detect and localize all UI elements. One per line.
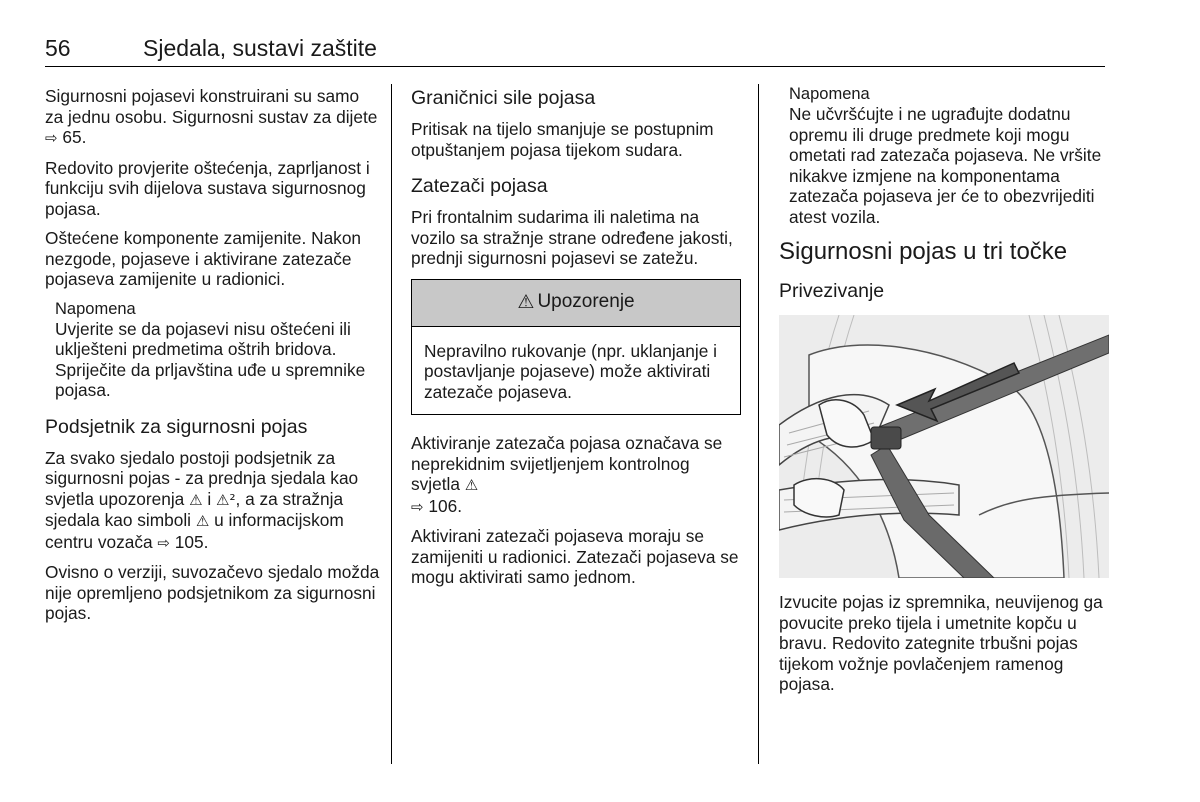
page-reference-icon: ⇨: [157, 533, 170, 552]
paragraph: Izvucite pojas iz spremnika, neuvijenog ga povucite preko tijela i umetnite kopču u bravu. Redovito zategnite trbušni pojas tijekom vožnje povlačenjem ramenog pojasa.: [779, 592, 1103, 694]
heading-belt-reminder: Podsjetnik za sigurnosni pojas: [45, 415, 308, 438]
heading-pretensioners: Zatezači pojasa: [411, 175, 548, 197]
airbag-indicator-icon: ⚠: [464, 476, 479, 494]
warning-box: [411, 279, 741, 416]
paragraph: Oštećene komponente zamijenite. Nakon nezgode, pojaseve i aktivirane zatezače pojaseva zamijenite u radionici.: [45, 228, 362, 289]
note-title: Napomena: [789, 85, 870, 103]
heading-three-point-belt: Sigurnosni pojas u tri točke: [779, 238, 1068, 265]
paragraph: Aktiviranje zatezača pojasa označava se neprekidnim svijetljenjem kontrolnog svjetla ⚠ ⇨ 106.: [411, 433, 723, 516]
page-reference-icon: ⇨: [45, 129, 58, 147]
section-title: Sjedala, sustavi zaštite: [143, 35, 377, 61]
note-block: [779, 84, 1109, 227]
seatbelt-illustration-svg: [779, 315, 1109, 578]
column-divider-2: [758, 84, 759, 764]
seatbelt-symbol-icon: ⚠: [195, 512, 210, 530]
paragraph: Sigurnosni pojasevi konstruirani su samo za jednu osobu. Sigurnosni sustav za dijete ⇨ 65.: [45, 86, 378, 147]
paragraph: Ovisno o verziji, suvozačevo sjedalo možda nije opremljeno podsjetnikom za sigurnosni pojas.: [45, 562, 380, 623]
note-text: Uvjerite se da pojasevi nisu oštećeni ili uklješteni predmetima oštrih bridova. Spriječite da prljavština uđe u spremnike pojasa.: [55, 318, 366, 400]
note-block: [45, 299, 380, 401]
paragraph: Redovito provjerite oštećenja, zaprljanost i funkciju svih dijelova sustava sigurnosnog pojasa.: [45, 157, 370, 219]
warning-text: Nepravilno rukovanje (npr. uklanjanje i postavljanje pojaseve) može aktivirati zatezače pojaseva.: [424, 340, 717, 402]
paragraph: Pritisak na tijelo smanjuje se postupnim otpuštanjem pojasa tijekom sudara.: [411, 119, 714, 160]
warning-triangle-icon: ⚠: [517, 291, 535, 314]
note-title: Napomena: [55, 299, 136, 318]
column-3: [779, 84, 1109, 704]
page-number: 56: [45, 35, 71, 61]
heading-fastening: Privezivanje: [779, 280, 885, 302]
passenger-seatbelt-warning-icon: ⚠²: [216, 490, 236, 509]
seatbelt-warning-icon: ⚠: [189, 490, 203, 509]
page-reference-icon: ⇨: [411, 497, 424, 516]
column-divider-1: [391, 84, 392, 764]
column-2: [411, 86, 741, 597]
paragraph: Pri frontalnim sudarima ili naletima na vozilo sa stražnje strane određene jakosti, prednji sigurnosni pojasevi se zatežu.: [411, 207, 733, 268]
header-divider: [45, 66, 1105, 67]
warning-title: Upozorenje: [537, 291, 635, 313]
note-text: Ne učvršćujte i ne ugrađujte dodatnu opremu ili druge predmete koji mogu ometati rad zatezača pojaseva. Ne vršite nikakve izmjene na komponentama zatezača pojaseva jer će to obezvrijediti atest vozila.: [789, 104, 1102, 227]
paragraph: Za svako sjedalo postoji podsjetnik za sigurnosni pojas - za prednja sjedala kao svjetla upozorenja ⚠ i ⚠², a za stražnja sjedala kao simboli ⚠ u informacijskom centru vozača ⇨ 105.: [45, 447, 359, 552]
column-1: [45, 86, 380, 633]
heading-force-limiters: Graničnici sile pojasa: [411, 87, 596, 109]
warning-header: [412, 280, 740, 327]
seatbelt-illustration: [779, 315, 1109, 578]
paragraph: Aktivirani zatezači pojaseva moraju se zamijeniti u radionici. Zatezači pojaseva se mogu aktivirati samo jednom.: [411, 526, 739, 587]
